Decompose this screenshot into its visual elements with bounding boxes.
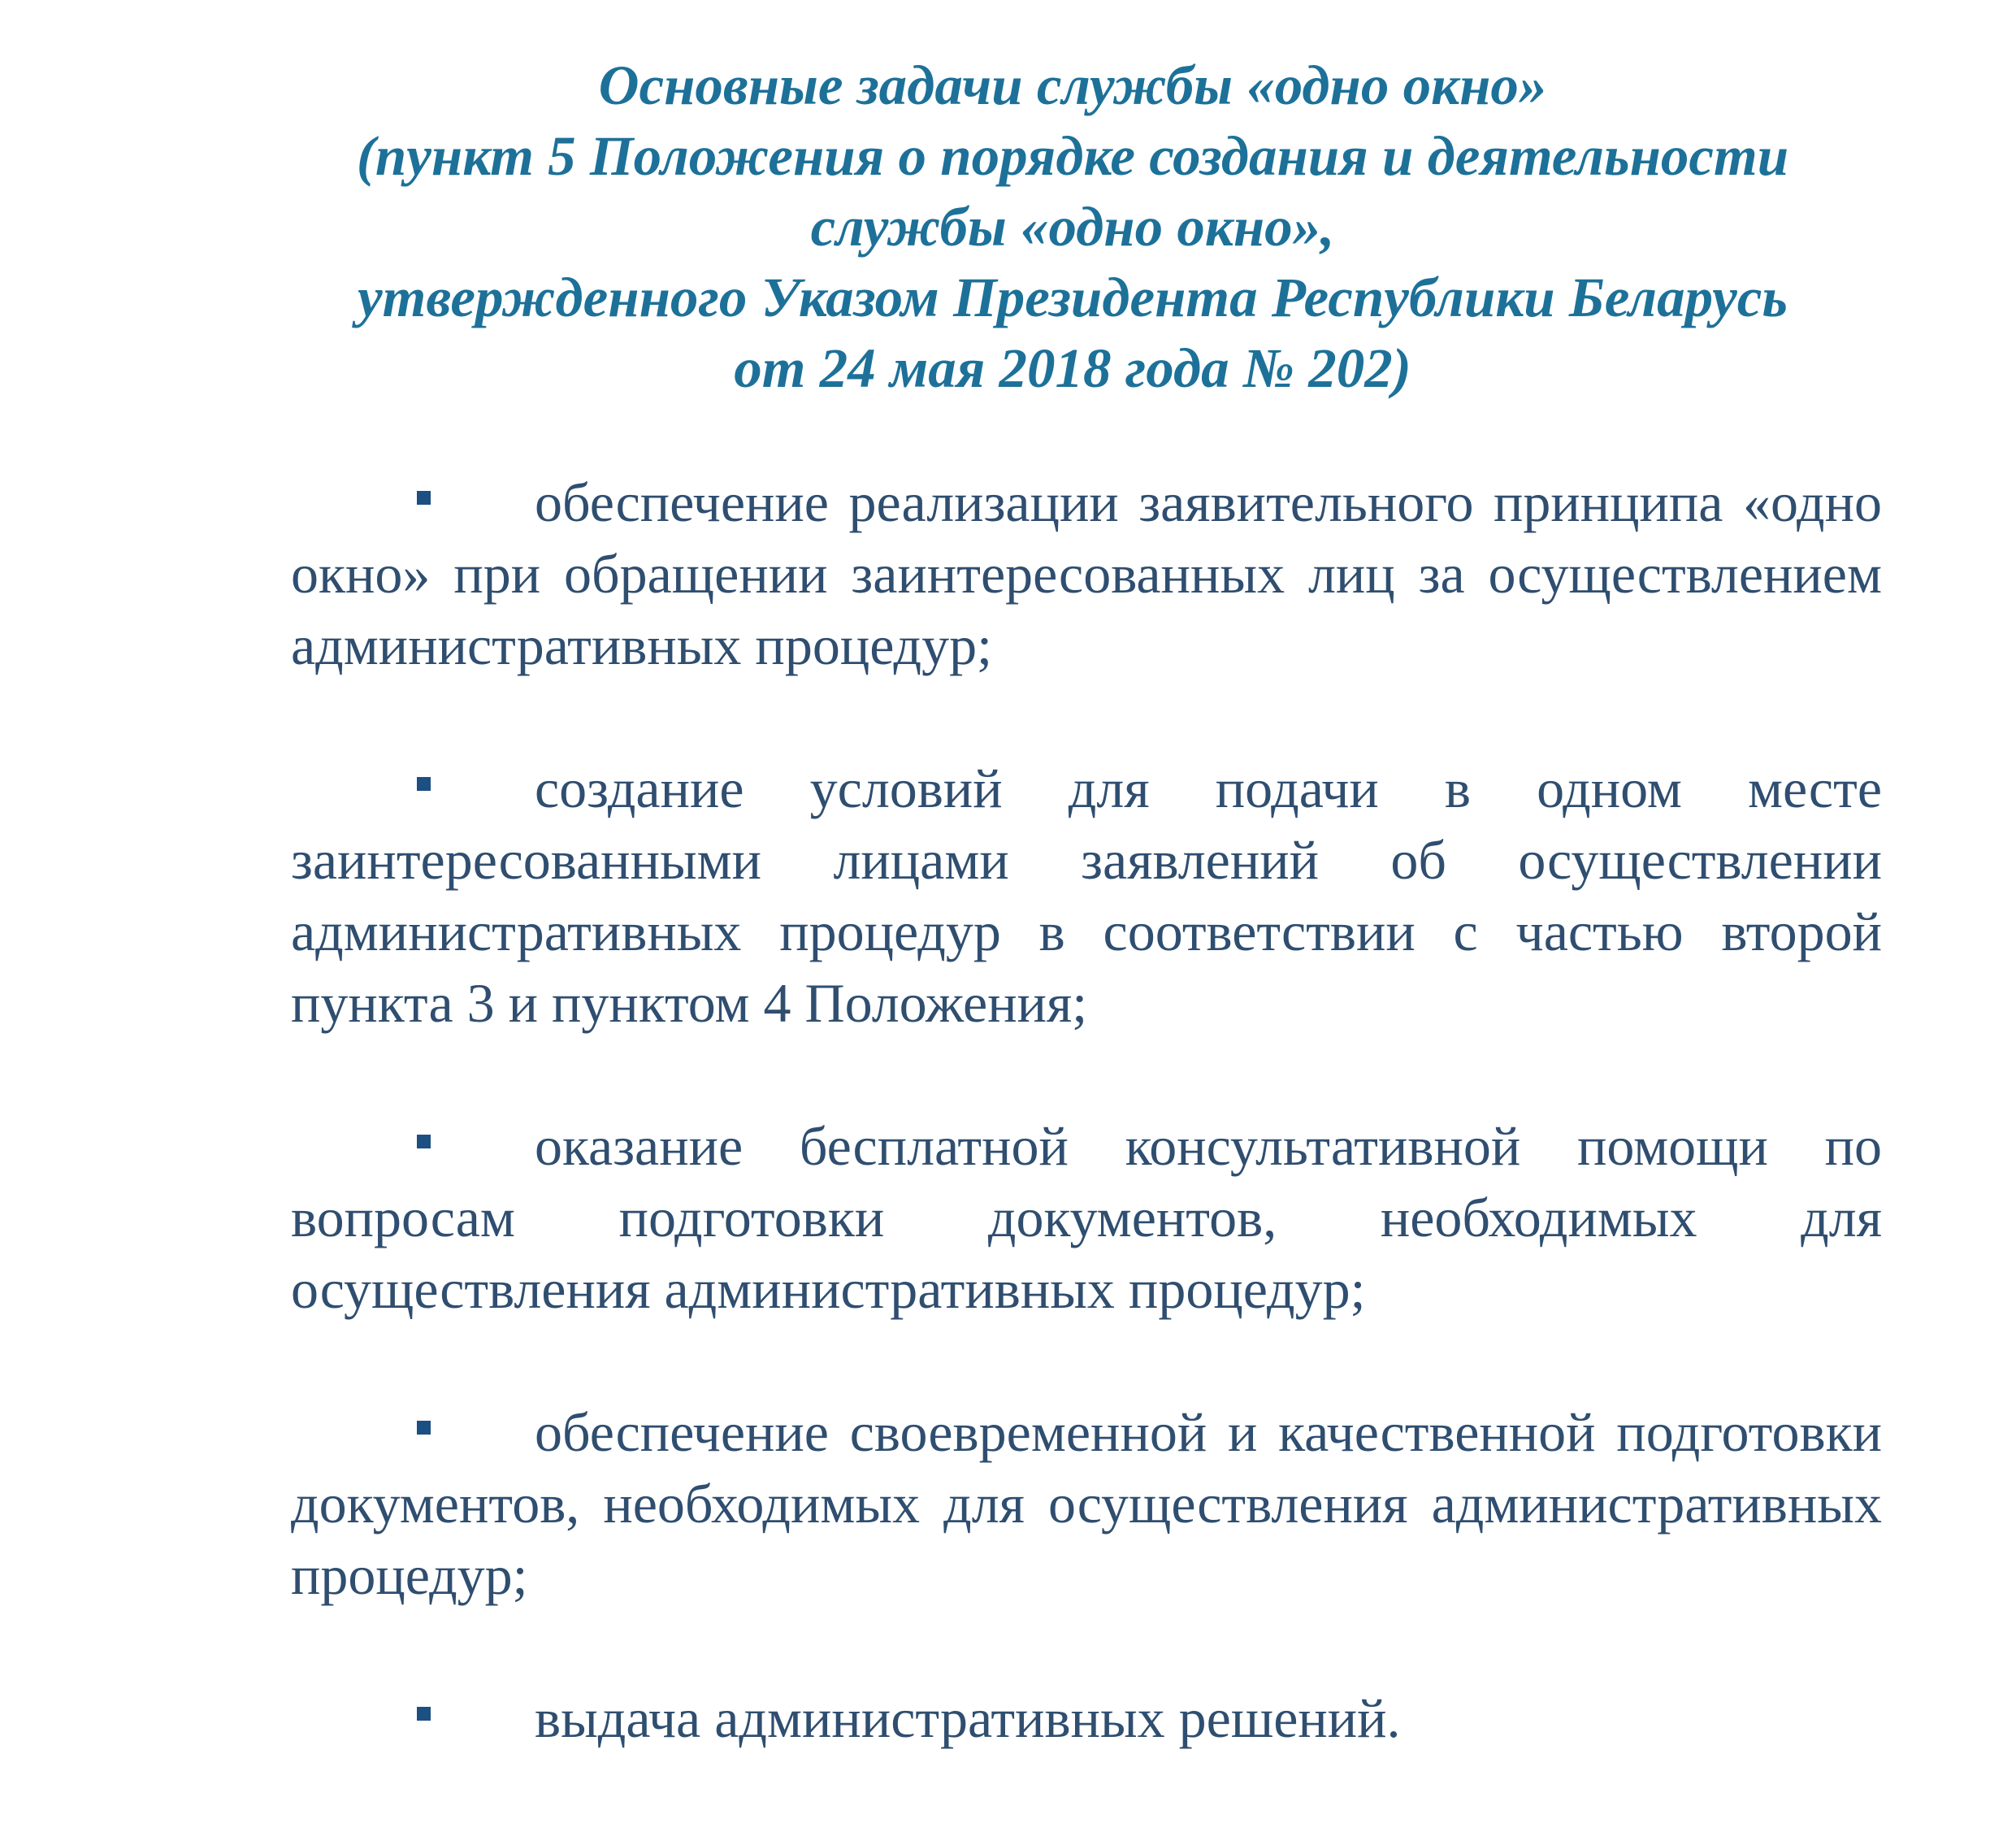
title-line-5: от 24 мая 2018 года № 202): [734, 337, 1411, 399]
title-line-3: службы «одно окно»,: [810, 196, 1335, 258]
task-item: [291, 1682, 1882, 1754]
task-item: [291, 467, 1882, 681]
square-bullet-icon: [417, 491, 431, 505]
task-text: обеспечение своевременной и качественной подготовки документов, необходимых для осуществления административных процедур;: [291, 1401, 1882, 1606]
title-line-4: утвержденного Указом Президента Республики Беларусь: [358, 267, 1788, 328]
square-bullet-icon: [417, 1135, 431, 1148]
task-item: [291, 1396, 1882, 1611]
task-text: обеспечение реализации заявительного принципа «одно окно» при обращении заинтересованных лиц за осуществлением административных процедур;: [291, 471, 1882, 676]
task-list: [291, 467, 1882, 1754]
task-item: [291, 1110, 1882, 1325]
page-title: [276, 50, 1869, 404]
square-bullet-icon: [417, 777, 431, 791]
square-bullet-icon: [417, 1421, 431, 1435]
title-line-2: (пункт 5 Положения о порядке создания и деятельности: [356, 125, 1789, 187]
task-text: создание условий для подачи в одном месте заинтересованными лицами заявлений об осуществлении административных процедур в соответствии с частью второй пункта 3 и пунктом 4 Положения;: [291, 758, 1882, 1034]
task-item: [291, 753, 1882, 1039]
title-line-1: Основные задачи службы «одно окно»: [598, 54, 1547, 116]
task-text: оказание бесплатной консультативной помощи по вопросам подготовки документов, необходимых для осуществления административных процедур;: [291, 1115, 1882, 1320]
square-bullet-icon: [417, 1707, 431, 1721]
task-text: выдача административных решений.: [535, 1687, 1401, 1749]
